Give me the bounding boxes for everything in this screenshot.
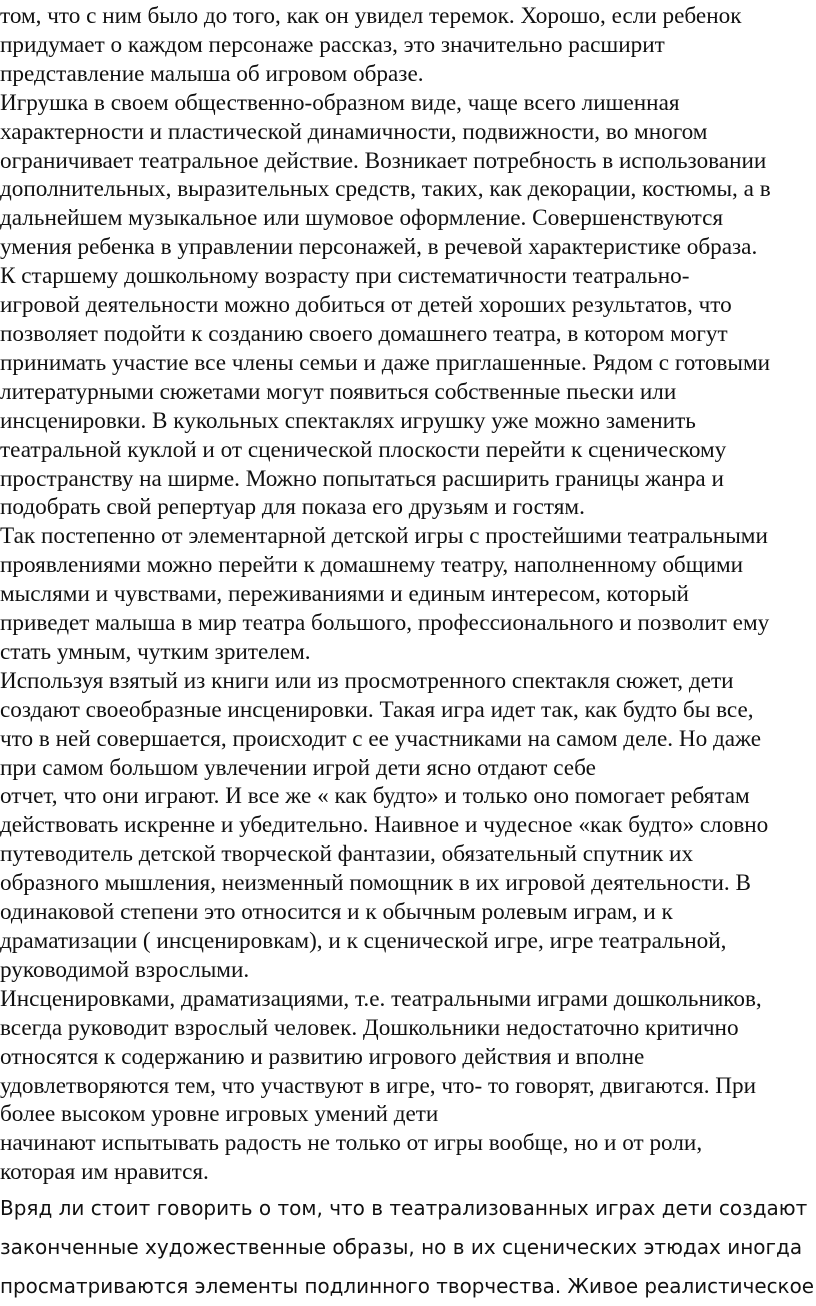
text-line: литературными сюжетами могут появиться собственные пьески или — [0, 378, 677, 405]
text-line: дополнительных, выразительных средств, таких, как декорации, костюмы, а в — [0, 176, 771, 203]
paragraph-4 — [0, 522, 816, 667]
text-line: проявлениями можно перейти к домашнему театру, наполненному общими — [0, 552, 744, 579]
text-line: подобрать свой репертуар для показа его друзьям и гостям. — [0, 494, 585, 521]
text-line: начинают испытывать радость не только от игры вообще, но и от роли, — [0, 1130, 703, 1157]
text-line: законченные художественные образы, но в их сценических этюдах иногда — [0, 1235, 803, 1260]
text-line: дальнейшем музыкальное или шумовое оформление. Совершенствуются — [0, 205, 724, 232]
text-line: удовлетворяются тем, что участвуют в игре, что- то говорят, двигаются. При — [0, 1072, 757, 1099]
text-line: мыслями и чувствами, переживаниями и единым интересом, который — [0, 581, 689, 608]
document-body — [0, 2, 816, 1187]
text-line: руководимой взрослыми. — [0, 956, 250, 983]
text-line: К старшему дошкольному возрасту при систематичности театрально- — [0, 263, 690, 290]
text-line: которая им нравится. — [0, 1159, 209, 1186]
text-line: принимать участие все члены семьи и даже приглашенные. Рядом с готовыми — [0, 349, 771, 376]
text-line: Игрушка в своем общественно-образном виде, чаще всего лишенная — [0, 89, 680, 116]
text-line: просматриваются элементы подлинного творчества. Живое реалистическое — [0, 1274, 814, 1299]
text-line: позволяет подойти к созданию своего домашнего театра, в котором могут — [0, 320, 728, 347]
text-line: одинаковой степени это относится и к обычным ролевым играм, и к — [0, 899, 673, 926]
text-line: том, что с ним было до того, как он увидел теремок. Хорошо, если ребенок — [0, 3, 742, 29]
text-line: Вряд ли стоит говорить о том, что в театрализованных играх дети создают — [0, 1196, 808, 1221]
paragraph-5 — [0, 667, 816, 985]
text-line: что в ней совершается, происходит с ее участниками на самом деле. Но даже — [0, 725, 762, 752]
text-line: игровой деятельности можно добиться от детей хороших результатов, что — [0, 292, 732, 319]
text-line: относятся к содержанию и развитию игрового действия и вполне — [0, 1043, 645, 1070]
text-line: придумает о каждом персонаже рассказ, это значительно расширит — [0, 31, 665, 58]
text-line: образного мышления, неизменный помощник в их игровой деятельности. В — [0, 870, 751, 897]
paragraph-7 — [0, 1189, 816, 1306]
text-line: отчет, что они играют. И все же « как будто» и только оно помогает ребятам — [0, 783, 750, 810]
text-line: стать умным, чутким зрителем. — [0, 638, 311, 665]
text-line: театральной куклой и от сценической плоскости перейти к сценическому — [0, 436, 727, 463]
text-line: Используя взятый из книги или из просмотренного спектакля сюжет, дети — [0, 667, 734, 694]
text-line: характерности и пластической динамичности, подвижности, во многом — [0, 118, 708, 145]
text-line: действовать искренне и убедительно. Наивное и чудесное «как будто» словно — [0, 812, 769, 839]
text-line: Инсценировками, драматизациями, т.е. театральными играми дошкольников, — [0, 985, 762, 1012]
paragraph-6 — [0, 985, 816, 1187]
text-line: ограничивает театральное действие. Возникает потребность в использовании — [0, 147, 767, 174]
text-line: умения ребенка в управлении персонажей, в речевой характеристике образа. — [0, 234, 758, 261]
text-line: пространству на ширме. Можно попытаться расширить границы жанра и — [0, 465, 724, 492]
text-line: путеводитель детской творческой фантазии, обязательный спутник их — [0, 841, 694, 868]
text-line: драматизации ( инсценировкам), и к сценической игре, игре театральной, — [0, 928, 727, 954]
text-line: более высоком уровне игровых умений дети — [0, 1101, 439, 1128]
paragraph-2 — [0, 89, 816, 262]
text-line: создают своеобразные инсценировки. Такая игра идет так, как будто бы все, — [0, 696, 754, 723]
text-line: при самом большом увлечении игрой дети ясно отдают себе — [0, 754, 596, 781]
text-line: приведет малыша в мир театра большого, профессионального и позволит ему — [0, 610, 770, 637]
paragraph-3 — [0, 262, 816, 522]
text-line: всегда руководит взрослый человек. Дошкольники недостаточно критично — [0, 1014, 739, 1041]
text-line: инсценировки. В кукольных спектаклях игрушку уже можно заменить — [0, 407, 696, 434]
text-line: Так постепенно от элементарной детской игры с простейшими театральными — [0, 523, 768, 550]
text-line: представление малыша об игровом образе. — [0, 60, 424, 87]
paragraph-1 — [0, 2, 816, 89]
